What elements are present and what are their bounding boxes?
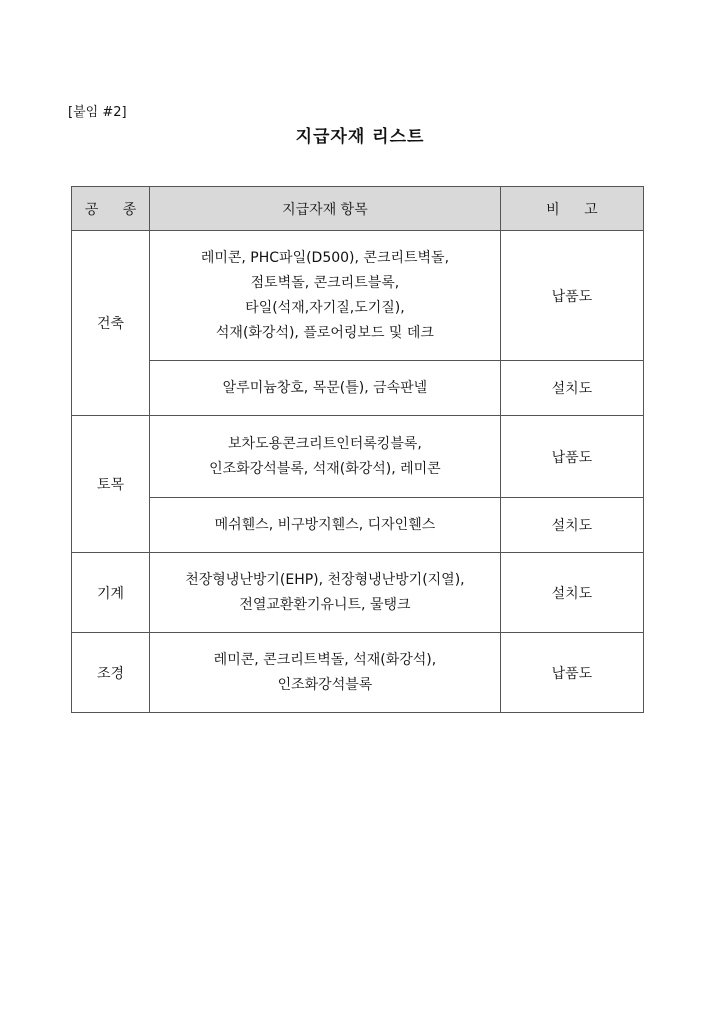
table-header-row xyxy=(72,187,644,231)
header-trade: 공 종 xyxy=(72,187,150,231)
table-row xyxy=(72,633,644,713)
table-row xyxy=(72,553,644,633)
item-line: 레미콘, PHC파일(D500), 콘크리트벽돌, xyxy=(200,249,450,266)
table-row xyxy=(72,231,644,361)
item-line: 레미콘, 콘크리트벽돌, 석재(화강석), xyxy=(213,651,437,668)
trade-cell: 조경 xyxy=(72,633,150,713)
item-line: 알루미늄창호, 목문(틀), 금속판넬 xyxy=(222,379,428,396)
note-cell: 납품도 xyxy=(500,231,643,361)
item-line: 인조화강석블록, 석재(화강석), 레미콘 xyxy=(209,460,441,477)
item-line: 타일(석재,자기질,도기질), xyxy=(245,299,405,316)
table-row xyxy=(72,498,644,553)
attachment-label: [붙임 #2] xyxy=(68,105,127,120)
header-items: 지급자재 항목 xyxy=(150,187,501,231)
note-cell: 설치도 xyxy=(500,553,643,633)
items-cell xyxy=(150,633,501,713)
trade-cell: 기계 xyxy=(72,553,150,633)
item-line: 점토벽돌, 콘크리트블록, xyxy=(250,274,400,291)
note-cell: 납품도 xyxy=(500,633,643,713)
note-cell: 설치도 xyxy=(500,498,643,553)
item-line: 석재(화강석), 플로어링보드 및 데크 xyxy=(215,324,434,341)
note-cell: 납품도 xyxy=(500,416,643,498)
item-line: 전열교환환기유니트, 물탱크 xyxy=(239,596,411,613)
document-title: 지급자재 리스트 xyxy=(295,127,425,147)
supply-materials-table xyxy=(71,186,644,713)
items-cell xyxy=(150,553,501,633)
table-row xyxy=(72,361,644,416)
items-cell xyxy=(150,231,501,361)
trade-cell: 건축 xyxy=(72,231,150,416)
items-cell xyxy=(150,416,501,498)
note-cell: 설치도 xyxy=(500,361,643,416)
trade-cell: 토목 xyxy=(72,416,150,553)
items-cell xyxy=(150,498,501,553)
item-line: 메쉬휀스, 비구방지휀스, 디자인휀스 xyxy=(214,516,436,533)
items-cell xyxy=(150,361,501,416)
table-row xyxy=(72,416,644,498)
item-line: 천장형냉난방기(EHP), 천장형냉난방기(지열), xyxy=(185,571,465,588)
item-line: 보차도용콘크리트인터록킹블록, xyxy=(228,435,422,452)
header-note: 비 고 xyxy=(500,187,643,231)
item-line: 인조화강석블록 xyxy=(277,676,373,693)
